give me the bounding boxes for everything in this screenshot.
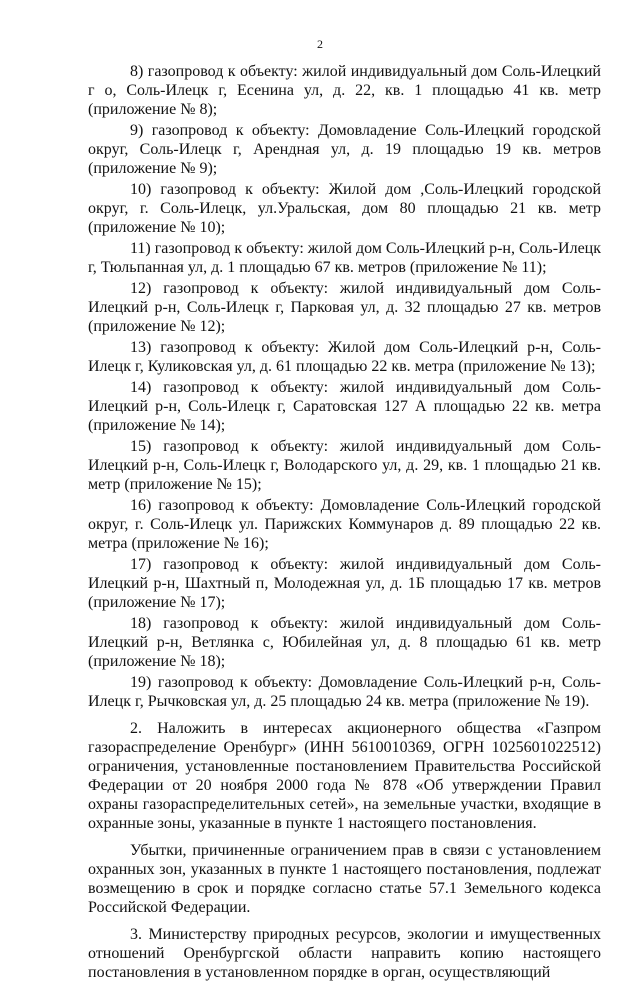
list-item-19: 19) газопровод к объекту: Домовладение Соль-Илецкий р-н, Соль-Илецк г, Рычковская ул, д. 25 площадью 24 кв. метра (приложение № 19). [88, 674, 601, 710]
list-item-17: 17) газопровод к объекту: жилой индивидуальный дом Соль-Илецкий р-н, Шахтный п, Молодежная ул, д. 1Б площадью 17 кв. метров (приложение № 17); [88, 556, 601, 611]
list-item-14: 14) газопровод к объекту: жилой индивидуальный дом Соль-Илецкий р-н, Соль-Илецк г, Саратовская 127 А площадью 22 кв. метра (приложение № 14); [88, 379, 601, 434]
paragraph-losses: Убытки, причиненные ограничением прав в связи с установлением охранных зон, указанных в пункте 1 настоящего постановления, подлежат возмещению в срок и порядке согласно статье 57.1 Земельного кодекса Российской Федерации. [88, 842, 601, 916]
list-item-18: 18) газопровод к объекту: жилой индивидуальный дом Соль-Илецкий р-н, Ветлянка с, Юбилейная ул, д. 8 площадью 61 кв. метр (приложение № 18); [88, 615, 601, 670]
paragraph-2: 2. Наложить в интересах акционерного общества «Газпром газораспределение Оренбург» (ИНН 5610010369, ОГРН 1025601022512) ограничения, установленные постановлением Правительства Российской Федерации от 20 ноября 2000 года № 878 «Об утверждении Правил охраны газораспределительных сетей», на земельные участки, входящие в охранные зоны, указанные в пункте 1 настоящего постановления. [88, 720, 601, 832]
list-item-8: 8) газопровод к объекту: жилой индивидуальный дом Соль-Илецкий г о, Соль-Илецк г, Есенина ул, д. 22, кв. 1 площадью 41 кв. метр (приложение № 8); [88, 63, 601, 118]
paragraph-3: 3. Министерству природных ресурсов, экологии и имущественных отношений Оренбургской области направить копию настоящего постановления в установленном порядке в орган, осуществляющий [88, 926, 601, 981]
list-item-15: 15) газопровод к объекту: жилой индивидуальный дом Соль-Илецкий р-н, Соль-Илецк г, Володарского ул, д. 29, кв. 1 площадью 21 кв. метр (приложение № 15); [88, 438, 601, 493]
list-item-16: 16) газопровод к объекту: Домовладение Соль-Илецкий городской округ, г. Соль-Илецк ул. Парижских Коммунаров д. 89 площадью 22 кв. метра (приложение № 16); [88, 497, 601, 552]
page-number: 2 [317, 37, 323, 51]
list-item-11: 11) газопровод к объекту: жилой дом Соль-Илецкий р-н, Соль-Илецк г, Тюльпанная ул, д. 1 площадью 67 кв. метров (приложение № 11); [88, 240, 602, 276]
list-item-9: 9) газопровод к объекту: Домовладение Соль-Илецкий городской округ, Соль-Илецк г, Арендная ул, д. 19 площадью 19 кв. метров (приложение № 9); [88, 122, 601, 177]
document-body [88, 62, 601, 982]
list-item-10: 10) газопровод к объекту: Жилой дом ,Соль-Илецкий городской округ, г. Соль-Илецк, ул.Уральская, дом 80 площадью 21 кв. метр (приложение № 10); [88, 181, 601, 236]
list-item-12: 12) газопровод к объекту: жилой индивидуальный дом Соль-Илецкий р-н, Соль-Илецк г, Парковая ул, д. 32 площадью 27 кв. метров (приложение № 12); [88, 280, 601, 335]
list-item-13: 13) газопровод к объекту: Жилой дом Соль-Илецкий р-н, Соль-Илецк г, Куликовская ул, д. 61 площадью 22 кв. метра (приложение № 13); [88, 339, 601, 375]
